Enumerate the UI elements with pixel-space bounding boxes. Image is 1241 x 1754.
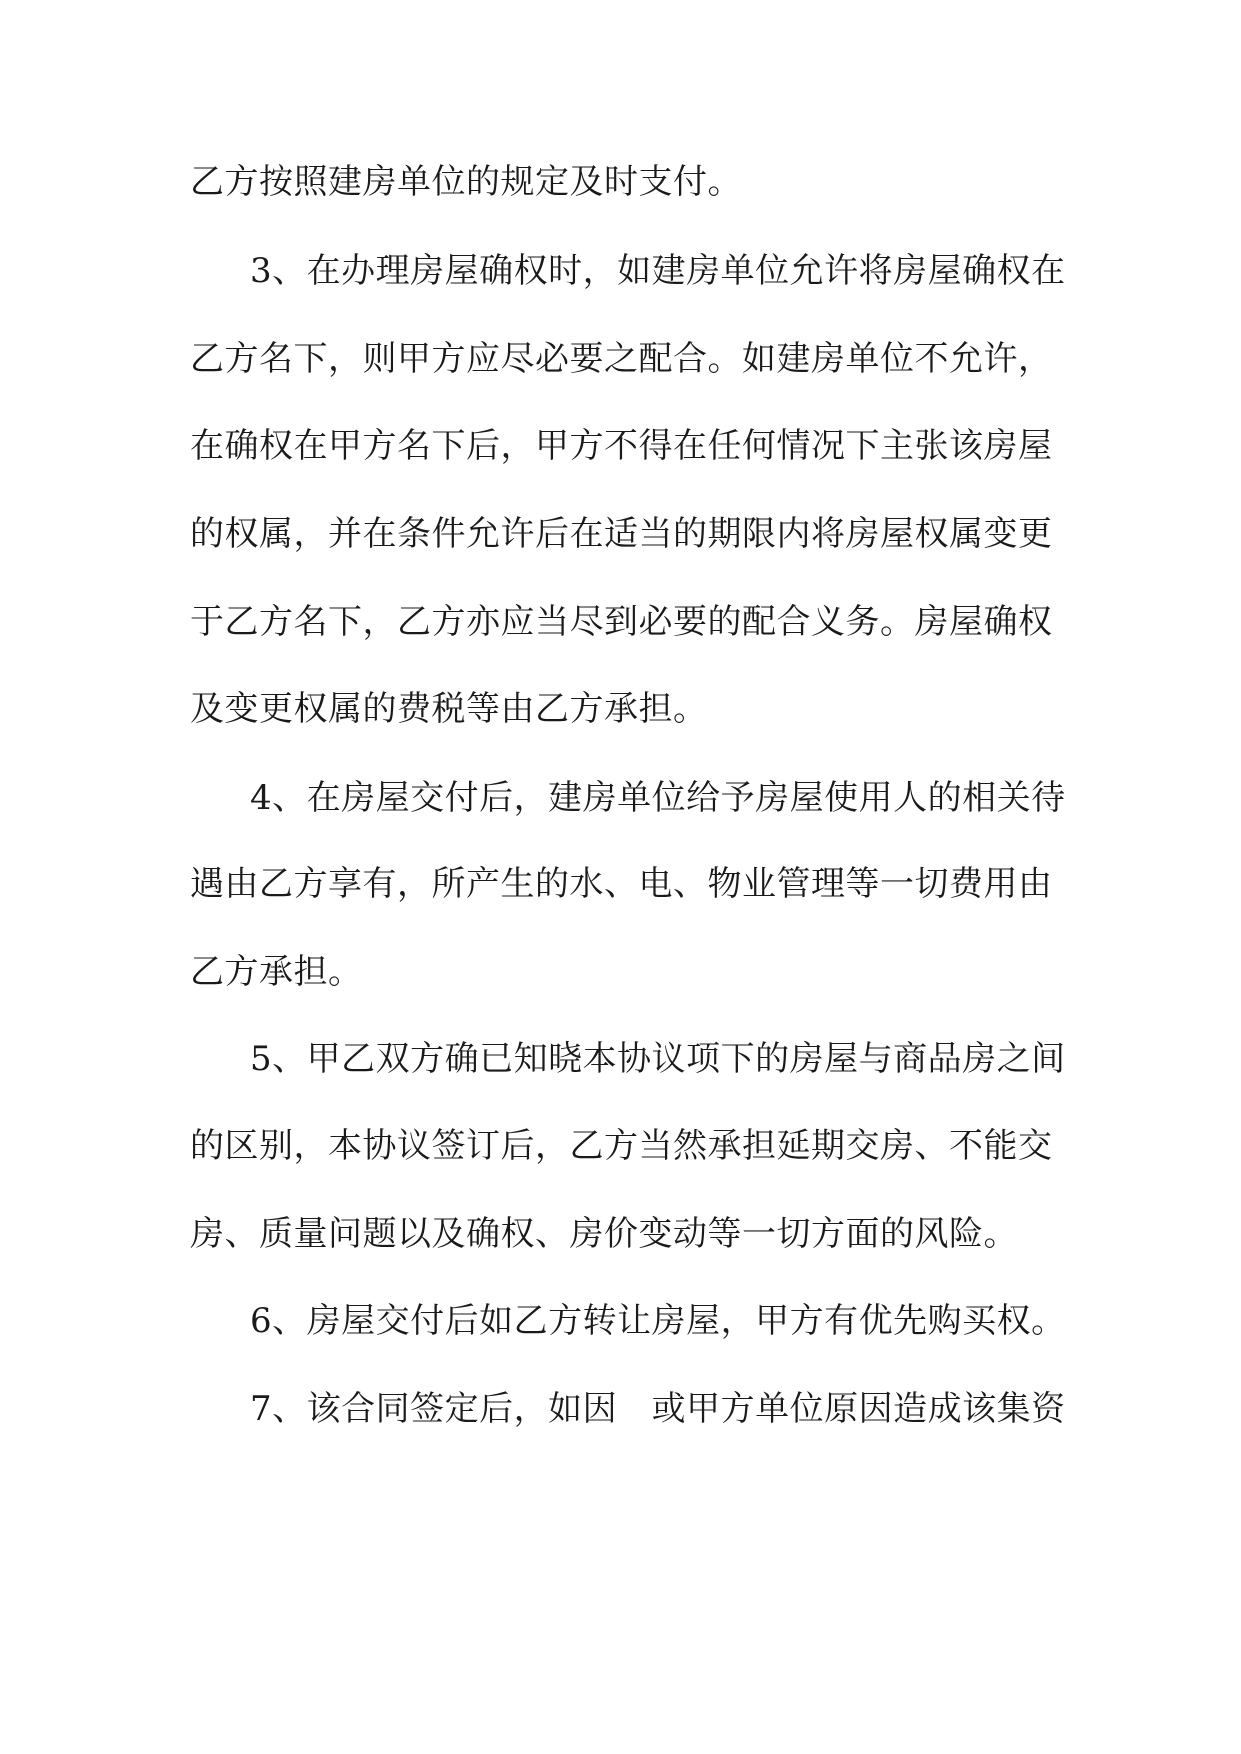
paragraph-7-line-1: 7、该合同签定后，如因 或甲方单位原因造成该集资 (250, 1389, 1066, 1429)
text-line: 在确权在甲方名下后，甲方不得在任何情况下主张该房屋 (190, 426, 1053, 466)
text-line: 乙方按照建房单位的规定及时支付。 (190, 162, 742, 202)
paragraph-6-line-1: 6、房屋交付后如乙方转让房屋，甲方有优先购买权。 (250, 1301, 1066, 1341)
text-line: 的区别，本协议签订后，乙方当然承担延期交房、不能交 (190, 1126, 1053, 1166)
text-line: 乙方承担。 (190, 952, 363, 992)
text-line: 遇由乙方享有，所产生的水、电、物业管理等一切费用由 (190, 864, 1053, 904)
paragraph-3-line-1: 3、在办理房屋确权时，如建房单位允许将房屋确权在 (250, 251, 1066, 291)
text-line: 及变更权属的费税等由乙方承担。 (190, 689, 708, 729)
text-line: 的权属，并在条件允许后在适当的期限内将房屋权属变更 (190, 514, 1053, 554)
text-line: 于乙方名下，乙方亦应当尽到必要的配合义务。房屋确权 (190, 602, 1053, 642)
text-line: 乙方名下，则甲方应尽必要之配合。如建房单位不允许， (190, 339, 1053, 379)
text-line: 房、质量问题以及确权、房价变动等一切方面的风险。 (190, 1214, 1018, 1254)
paragraph-4-line-1: 4、在房屋交付后，建房单位给予房屋使用人的相关待 (250, 778, 1066, 818)
paragraph-5-line-1: 5、甲乙双方确已知晓本协议项下的房屋与商品房之间 (250, 1039, 1066, 1079)
